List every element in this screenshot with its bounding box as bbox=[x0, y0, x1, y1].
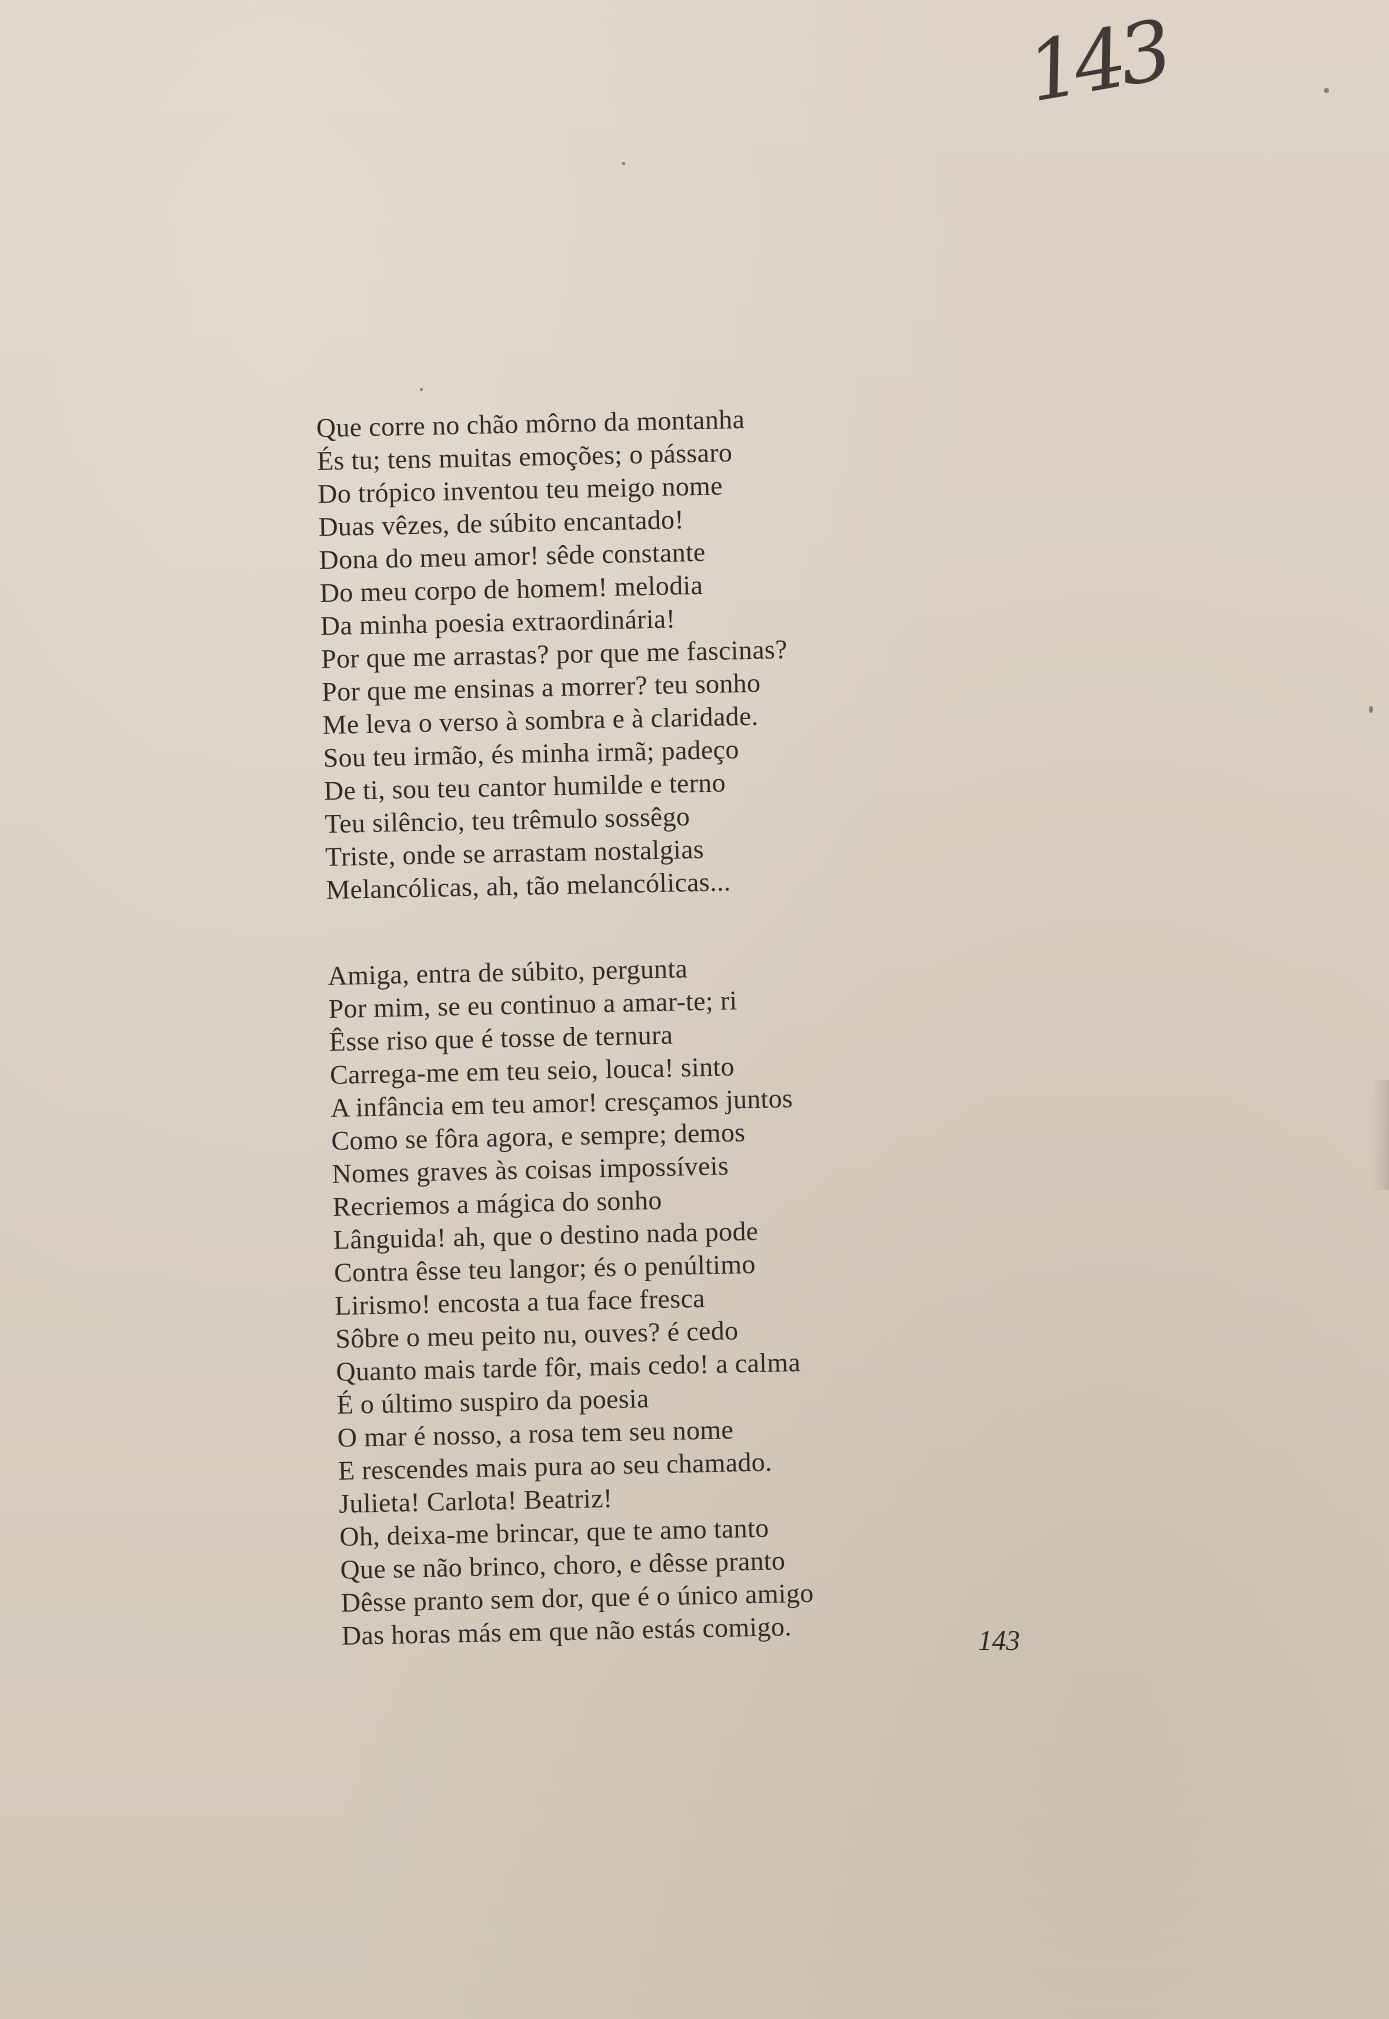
poem-line: Da minha poesia extraordinária! bbox=[320, 603, 676, 641]
poem-line: Carrega-me em teu seio, louca! sinto bbox=[329, 1051, 735, 1090]
poem-line: Contra êsse teu langor; és o penúltimo bbox=[333, 1248, 756, 1288]
poem-line: O mar é nosso, a rosa tem seu nome bbox=[337, 1414, 734, 1453]
poem-line: Por que me arrastas? por que me fascinas? bbox=[320, 634, 788, 674]
poem-line: Recriemos a mágica do sonho bbox=[332, 1184, 663, 1222]
poem-line: Que se não brinco, choro, e dêsse pranto bbox=[339, 1545, 786, 1585]
stanza-1 bbox=[316, 399, 966, 907]
ink-speck bbox=[622, 162, 625, 165]
stanza-2 bbox=[327, 946, 981, 1652]
ink-speck bbox=[1324, 88, 1329, 93]
poem-line: Que corre no chão môrno da montanha bbox=[316, 404, 745, 443]
poem-line: Oh, deixa-me brincar, que te amo tanto bbox=[339, 1512, 770, 1552]
poem-text bbox=[316, 399, 982, 1652]
poem-line: Por mim, se eu continuo a amar-te; ri bbox=[328, 985, 738, 1024]
poem-line: Quanto mais tarde fôr, mais cedo! a calma bbox=[335, 1347, 801, 1387]
poem-line: Lânguida! ah, que o destino nada pode bbox=[333, 1215, 759, 1255]
poem-line: Êsse riso que é tosse de ternura bbox=[328, 1019, 674, 1057]
poem-line: Das horas más em que não estás comigo. bbox=[341, 1611, 792, 1651]
poem-line: Melancólicas, ah, tão melancólicas... bbox=[325, 866, 731, 905]
poem-line: Teu silêncio, teu trêmulo sossêgo bbox=[324, 801, 691, 839]
handwritten-page-mark: 143 bbox=[1020, 3, 1174, 122]
poem-line: Por que me ensinas a morrer? teu sonho bbox=[321, 667, 761, 707]
poem-line: Julieta! Carlota! Beatriz! bbox=[338, 1483, 613, 1519]
poem-line: A infância em teu amor! cresçamos juntos bbox=[330, 1083, 794, 1123]
page-edge-shadow bbox=[1371, 1080, 1389, 1190]
poem-line: Nomes graves às coisas impossíveis bbox=[331, 1150, 729, 1189]
poem-line: Sôbre o meu peito nu, ouves? é cedo bbox=[335, 1315, 739, 1354]
poem-line: Me leva o verso à sombra e à claridade. bbox=[322, 700, 759, 740]
poem-line: Sou teu irmão, és minha irmã; padeço bbox=[322, 734, 740, 773]
ink-speck bbox=[420, 388, 423, 391]
poem-line: De ti, sou teu cantor humilde e terno bbox=[323, 767, 726, 806]
poem-line: Duas vêzes, de súbito encantado! bbox=[318, 504, 685, 542]
poem-line: Do trópico inventou teu meigo nome bbox=[317, 470, 723, 509]
poem-line: É o último suspiro da poesia bbox=[336, 1383, 650, 1420]
poem-line: És tu; tens muitas emoções; o pássaro bbox=[316, 437, 733, 476]
poem-line: Lirismo! encosta a tua face fresca bbox=[334, 1283, 706, 1321]
ink-speck bbox=[1369, 706, 1373, 713]
poem-line: Triste, onde se arrastam nostalgias bbox=[325, 833, 705, 872]
poem-line: E rescendes mais pura ao seu chamado. bbox=[337, 1446, 773, 1486]
poem-line: Como se fôra agora, e sempre; demos bbox=[330, 1117, 746, 1156]
poem-line: Do meu corpo de homem! melodia bbox=[319, 569, 704, 608]
poem-line: Dona do meu amor! sêde constante bbox=[318, 536, 706, 575]
page-number: 143 bbox=[978, 1626, 1020, 1657]
poem-line: Amiga, entra de súbito, pergunta bbox=[327, 953, 688, 991]
poem-line: Dêsse pranto sem dor, que é o único amigo bbox=[340, 1577, 814, 1618]
